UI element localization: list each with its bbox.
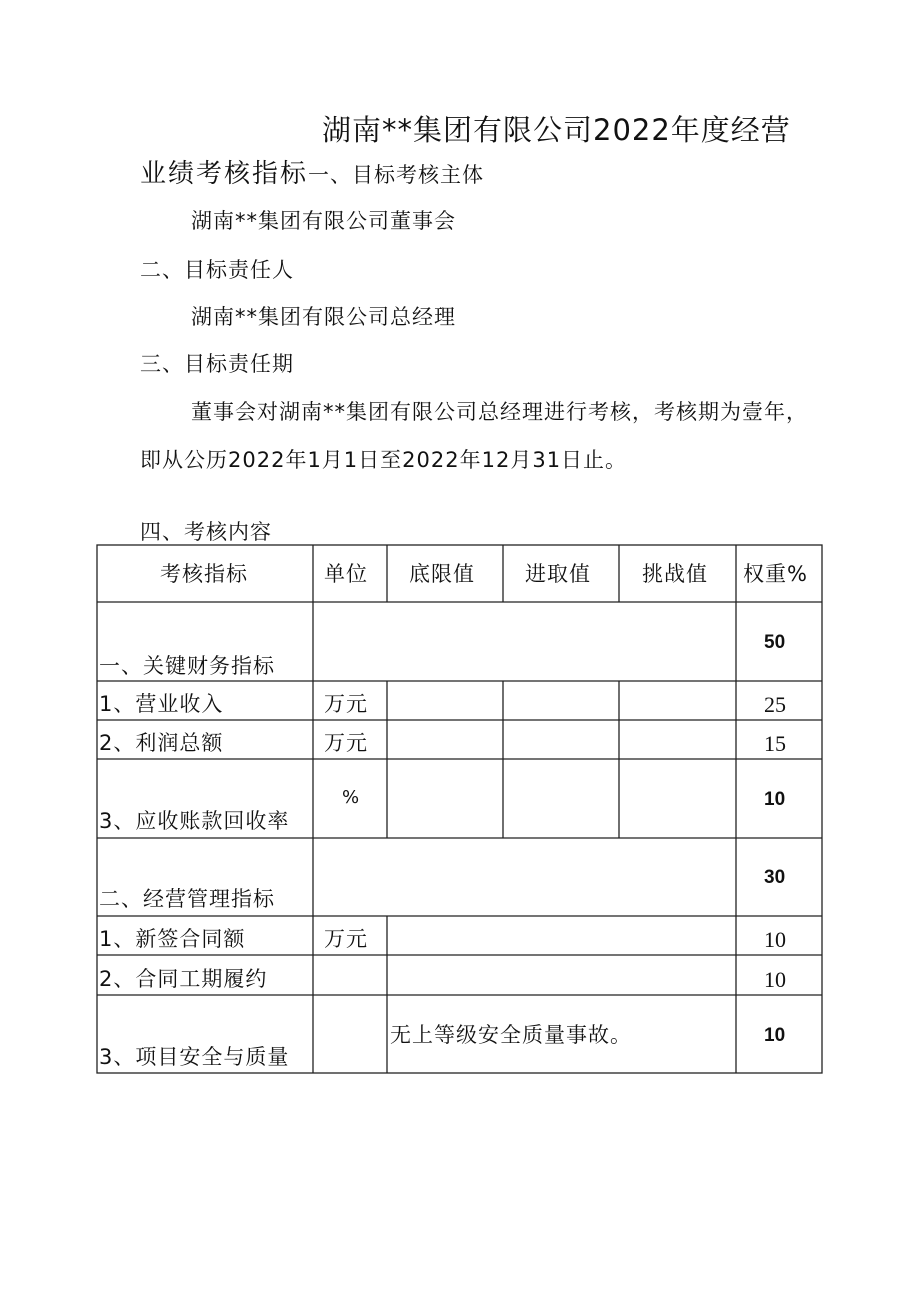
section1-heading: 一、目标考核主体 [308,163,485,187]
document-title: 湖南**集团有限公司2022年度经营 [322,113,791,147]
row-new-contracts-name: 1、新签合同额 [99,927,246,951]
section3-heading: 三、目标责任期 [140,352,294,376]
header-indicator: 考核指标 [160,562,248,586]
section2-body: 湖南**集团有限公司总经理 [191,305,456,329]
row-receivables-unit: % [342,787,361,808]
row-revenue-name: 1、营业收入 [99,692,224,716]
row-safety-quality-note: 无上等级安全质量事故。 [390,1023,632,1047]
row-contract-schedule-weight: 10 [764,967,786,992]
section3-body-line1: 董事会对湖南**集团有限公司总经理进行考核，考核期为壹年， [191,400,808,424]
row-contract-schedule-name: 2、合同工期履约 [99,967,268,991]
row-key-financial-name: 一、关键财务指标 [99,654,275,678]
row-revenue-weight: 25 [764,692,786,717]
row-receivables-weight: 10 [764,789,786,810]
row-new-contracts-weight: 10 [764,927,786,952]
row-operation-mgmt-name: 二、经营管理指标 [99,887,275,911]
section4-heading: 四、考核内容 [140,520,272,544]
row-receivables-name: 3、应收账款回收率 [99,809,290,833]
header-weight: 权重% [743,562,808,586]
row-key-financial-weight: 50 [764,632,786,653]
header-challenge-value: 挑战值 [642,562,708,586]
header-floor-value: 底限值 [409,562,475,586]
header-unit: 单位 [324,562,368,586]
row-profit-weight: 15 [764,731,786,756]
header-target-value: 进取值 [525,562,591,586]
row-safety-quality-weight: 10 [764,1025,786,1046]
row-new-contracts-unit: 万元 [324,927,368,951]
row-safety-quality-name: 3、项目安全与质量 [99,1045,290,1069]
row-profit-unit: 万元 [324,731,368,755]
row-revenue-unit: 万元 [324,692,368,716]
title-line2: 业绩考核指标 [140,159,309,189]
section2-heading: 二、目标责任人 [140,258,294,282]
row-profit-name: 2、利润总额 [99,731,224,755]
row-operation-mgmt-weight: 30 [764,867,786,888]
section1-body: 湖南**集团有限公司董事会 [191,209,456,233]
document-title-continued [140,153,484,190]
section3-body-line2: 即从公历2022年1月1日至2022年12月31日止。 [140,448,628,472]
